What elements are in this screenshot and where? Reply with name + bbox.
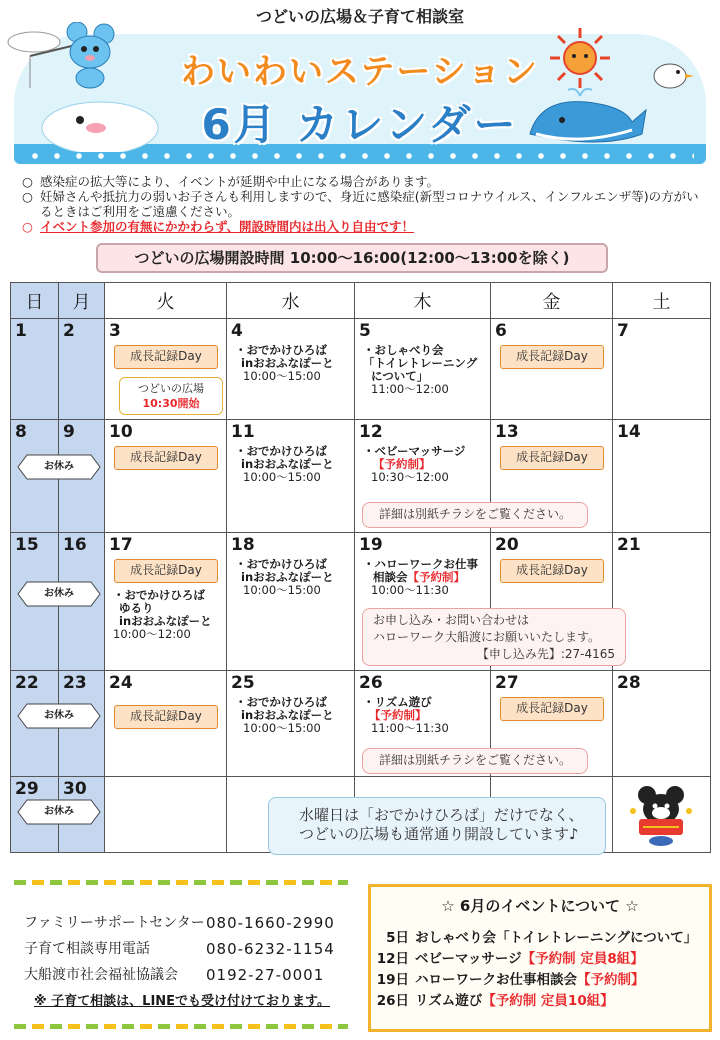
header (0, 0, 720, 170)
june-event-text: リズム遊び (415, 993, 483, 1009)
day-cell (613, 420, 711, 533)
contact-number: 080-6232-1154 (206, 940, 335, 958)
day-cell (355, 319, 491, 420)
june-event-text: ハローワークお仕事相談会 (415, 972, 577, 988)
day-number: 20 (495, 535, 519, 555)
day-number: 17 (109, 535, 133, 555)
day-cell (105, 671, 227, 777)
day-number: 30 (63, 779, 87, 799)
growth-record-badge: 成長記録Day (114, 345, 218, 369)
day-cell (11, 671, 74, 777)
circle-mark-icon: ○ (22, 189, 33, 204)
event-title: ・ハローワークお仕事 (363, 557, 478, 571)
growth-record-badge: 成長記録Day (114, 559, 218, 583)
contact-row (24, 962, 354, 988)
day-cell (227, 319, 355, 420)
bubble-line: 水曜日は「おでかけひろば」だけでなく、 (299, 806, 584, 824)
june-event-tag: 【予約制 定員10組】 (482, 993, 614, 1009)
event-title: ・おでかけひろば (235, 343, 327, 357)
growth-record-badge: 成長記録Day (500, 345, 604, 369)
event-subtitle: について」 (371, 369, 429, 383)
event-odekake-yururi (113, 589, 212, 641)
weekday-sat: 土 (613, 283, 711, 319)
contact-label: 大船渡市社会福祉協議会 (24, 967, 178, 983)
june-event-day: 5日 (386, 930, 409, 946)
holiday-tag (17, 454, 101, 480)
growth-record-badge: 成長記録Day (500, 559, 604, 583)
event-subtitle: 「トイレトレーニング (363, 356, 478, 370)
day-cell (613, 777, 711, 853)
event-title: ・リズム遊び (363, 695, 432, 709)
event-title: ・ベビーマッサージ (363, 444, 466, 458)
day-cell (613, 671, 711, 777)
day-number: 12 (359, 422, 383, 442)
event-time: 10:30～12:00 (371, 470, 449, 484)
day-number: 15 (15, 535, 39, 555)
day-number: 14 (617, 422, 641, 442)
day-cell (613, 319, 711, 420)
day-cell (227, 420, 355, 533)
day-number: 5 (359, 321, 371, 341)
day-number: 21 (617, 535, 641, 555)
day-number: 19 (359, 535, 383, 555)
day-number: 3 (109, 321, 121, 341)
reservation-tag: 【予約制】 (369, 708, 427, 722)
flyer-note-bubble: 詳細は別紙チラシをご覧ください。 (362, 748, 588, 774)
day-number: 27 (495, 673, 519, 693)
june-event-text: ベビーマッサージ (415, 951, 522, 967)
day-number: 24 (109, 673, 133, 693)
plaza-open-label: つどいの広場 (138, 382, 204, 395)
june-event-row (371, 949, 709, 970)
contact-number: 0192-27-0001 (206, 966, 325, 984)
day-cell (105, 420, 227, 533)
day-number: 8 (15, 422, 27, 442)
holiday-tag (17, 581, 101, 607)
weekday-tue: 火 (105, 283, 227, 319)
event-title: ・おでかけひろば (235, 444, 327, 458)
page-subtitle: つどいの広場＆子育て相談室 (255, 7, 464, 26)
dashed-divider (14, 1024, 348, 1029)
event-time: 11:00～12:00 (371, 382, 449, 396)
june-event-tag: 【予約制 定員8組】 (521, 951, 644, 967)
day-cell (227, 533, 355, 671)
growth-record-badge: 成長記録Day (114, 446, 218, 470)
holiday-label: お休み (44, 806, 74, 817)
bubble-line: ハローワーク大船渡にお願いいたします。 (373, 630, 601, 644)
event-odekake (235, 558, 334, 597)
event-title: ・おしゃべり会 (363, 343, 444, 357)
event-title: ・おでかけひろば (235, 557, 327, 571)
flyer-note-bubble: 詳細は別紙チラシをご覧ください。 (362, 502, 588, 528)
june-event-day: 19日 (376, 972, 409, 988)
calendar-week-row (11, 671, 711, 777)
day-cell (11, 777, 74, 853)
day-cell (11, 533, 74, 671)
holiday-tag (17, 703, 101, 729)
day-number: 13 (495, 422, 519, 442)
event-place: inおおふなぽーと (241, 708, 334, 722)
title-line-2: 6月 カレンダー (201, 100, 519, 149)
notice-text: イベント参加の有無にかかわらず、開設時間内は出入り自由です！ (40, 219, 415, 234)
event-place: inおおふなぽーと (241, 356, 334, 370)
reservation-tag: 【予約制】 (407, 570, 465, 584)
contact-list (24, 910, 354, 1009)
day-number: 6 (495, 321, 507, 341)
day-cell (613, 533, 711, 671)
event-subtitle: ゆるり (119, 601, 154, 615)
day-number: 16 (63, 535, 87, 555)
day-number: 22 (15, 673, 39, 693)
contact-number: 080-1660-2990 (206, 914, 335, 932)
event-baby-massage (363, 445, 465, 484)
event-title: ・おでかけひろば (113, 588, 205, 602)
plaza-open-time: 10:30開始 (142, 397, 200, 410)
contact-label: ファミリーサポートセンター (24, 915, 205, 931)
day-number: 25 (231, 673, 255, 693)
notice-text: 感染症の拡大等により、イベントが延期や中止になる場合があります。 (40, 174, 440, 189)
plaza-open-note (119, 377, 223, 415)
day-number: 11 (231, 422, 255, 442)
wednesday-note-bubble (268, 797, 606, 855)
line-consultation-note: ※ 子育て相談は、LINEでも受け付けております。 (34, 994, 331, 1009)
holiday-label: お休み (44, 461, 74, 472)
weekday-mon: 月 (59, 283, 105, 319)
weekday-sun: 日 (11, 283, 59, 319)
event-time: 10:00～11:30 (371, 583, 449, 597)
day-number: 2 (63, 321, 75, 341)
event-place: inおおふなぽーと (241, 570, 334, 584)
holiday-label: お休み (44, 588, 74, 599)
weekday-fri: 金 (491, 283, 613, 319)
event-odekake (235, 344, 334, 383)
circle-mark-icon: ○ (22, 219, 33, 234)
notice-item (22, 219, 702, 234)
event-time: 10:00～12:00 (113, 627, 191, 641)
event-place: inおおふなぽーと (119, 614, 212, 628)
day-cell (11, 420, 74, 533)
day-cell (11, 319, 59, 420)
day-number: 26 (359, 673, 383, 693)
event-rhythm (363, 696, 449, 735)
contact-row (24, 936, 354, 962)
june-events-heading: ☆ 6月のイベントについて ☆ (441, 897, 639, 915)
day-number: 28 (617, 673, 641, 693)
june-event-row (371, 928, 709, 949)
june-event-text: おしゃべり会「トイレトレーニングについて」 (415, 930, 698, 946)
day-cell (59, 319, 105, 420)
calendar-week-row (11, 319, 711, 420)
weekday-header-row (11, 283, 711, 319)
june-event-day: 12日 (376, 951, 409, 967)
reservation-tag: 【予約制】 (373, 457, 431, 471)
event-subtitle-text: 相談会 (373, 570, 408, 584)
june-event-tag: 【予約制】 (577, 972, 645, 988)
day-cell (491, 319, 613, 420)
event-oshaberi (363, 344, 477, 396)
day-number: 9 (63, 422, 75, 442)
event-place: inおおふなぽーと (241, 457, 334, 471)
calendar-table (10, 282, 711, 853)
day-cell (105, 319, 227, 420)
notice-text: 妊婦さんや抵抗力の弱いお子さんも利用しますので、身近に感染症(新型コロナウイルス、インフルエンザ等)の方がいるときはご利用をご遠慮ください。 (40, 189, 699, 219)
event-time: 10:00～15:00 (243, 369, 321, 383)
growth-record-badge: 成長記録Day (500, 446, 604, 470)
contact-label: 子育て相談専用電話 (24, 941, 150, 957)
day-cell (105, 533, 227, 671)
bubble-line: つどいの広場も通常通り開設しています♪ (299, 825, 579, 843)
day-number: 23 (63, 673, 87, 693)
event-time: 10:00～15:00 (243, 721, 321, 735)
growth-record-badge: 成長記録Day (500, 697, 604, 721)
opening-hours-banner: つどいの広場開設時間 10:00～16:00(12:00～13:00を除く) (96, 243, 608, 273)
notice-item (22, 189, 702, 219)
event-time: 11:00～11:30 (371, 721, 449, 735)
holiday-tag (17, 799, 101, 825)
bubble-line: お申し込み・お問い合わせは (373, 613, 530, 627)
day-number: 7 (617, 321, 629, 341)
event-time: 10:00～15:00 (243, 470, 321, 484)
notice-item (22, 174, 702, 189)
june-events-box (368, 884, 712, 1032)
event-hellowork (363, 558, 478, 597)
holiday-label: お休み (44, 710, 74, 721)
event-odekake (235, 445, 334, 484)
growth-record-badge: 成長記録Day (114, 705, 218, 729)
hellowork-info-bubble (362, 608, 626, 666)
dashed-divider (14, 880, 348, 885)
circle-mark-icon: ○ (22, 174, 33, 189)
day-number: 29 (15, 779, 39, 799)
contact-row (24, 910, 354, 936)
day-number: 10 (109, 422, 133, 442)
mascot-illustration (625, 781, 697, 847)
day-cell (227, 671, 355, 777)
day-number: 4 (231, 321, 243, 341)
calendar-week-row (11, 420, 711, 533)
day-number: 18 (231, 535, 255, 555)
event-odekake (235, 696, 334, 735)
event-time: 10:00～15:00 (243, 583, 321, 597)
day-number: 1 (15, 321, 27, 341)
day-cell (105, 777, 227, 853)
notice-list (22, 174, 702, 234)
june-event-row (371, 991, 709, 1012)
title-line-1: わいわいステーション (181, 52, 539, 92)
june-event-day: 26日 (376, 993, 409, 1009)
bubble-line: 【申し込み先】:27-4165 (476, 647, 615, 661)
june-event-row (371, 970, 709, 991)
weekday-thu: 木 (355, 283, 491, 319)
weekday-wed: 水 (227, 283, 355, 319)
event-title: ・おでかけひろば (235, 695, 327, 709)
